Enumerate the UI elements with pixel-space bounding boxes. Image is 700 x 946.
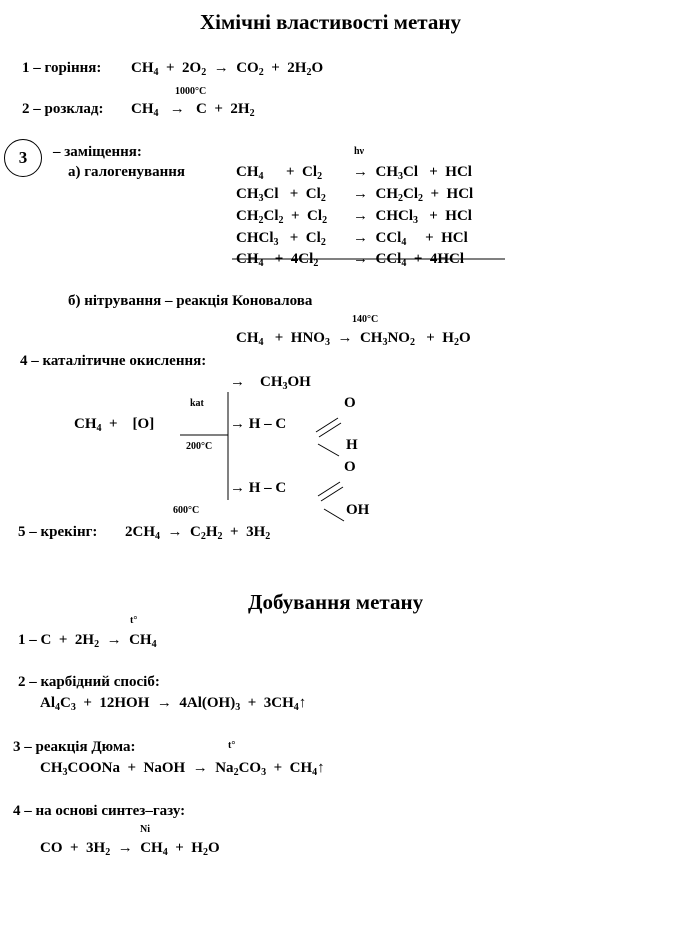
method-4-equation: CO + $3H_2 \to CH_4 + H_2O$	[40, 840, 220, 858]
cracking-equation: $2CH_4 \to C_2H_2 + 3H_2$	[125, 524, 271, 542]
preparation-title: Добування метану	[248, 590, 424, 614]
oxidation-label: 4 – каталітичне окислення:	[20, 353, 207, 369]
method-3-equation: $CH_3COONa$ + NaOH → $Na_2CO_3$ + $CH_4↑$	[40, 760, 325, 778]
oxidation-catalyst: kat	[190, 398, 204, 409]
substitution-label: – заміщення:	[53, 144, 142, 160]
oxidation-product-3: → H – C	[230, 480, 287, 496]
nitration-label-plain: б) нітрування –	[68, 293, 177, 309]
oxidation-temperature-2: 600°C	[173, 505, 200, 516]
halogenation-row-2-left: $CH_3Cl + Cl_2$	[236, 186, 326, 204]
halogenation-row-3-left: $CH_2Cl_2 + Cl_2$	[236, 208, 328, 226]
halogenation-summary-right: → CCl$_4$ + 4HCl	[353, 251, 465, 269]
method-1-equation: $1 - C + 2H_2 \to CH_4$	[18, 632, 157, 650]
decomposition-label: 2 – розклад:	[22, 101, 104, 117]
halogenation-row-1-left: $CH_4$ + $Cl_2$	[236, 164, 323, 182]
nitration-equation: $CH_4 + HNO_3 \to CH_3NO_2 + H_2O$	[236, 330, 471, 348]
aldehyde-double-bond-2	[319, 423, 341, 437]
combustion-equation: $CH_4 + 2O_2 \to CO_2 + 2H_2O$	[131, 60, 324, 78]
acid-double-bond-2	[321, 487, 343, 501]
halogenation-label: а) галогенування	[68, 164, 186, 180]
method-1-condition: t°	[130, 615, 138, 626]
method-3-label: 3 – реакція Дюма:	[13, 739, 136, 755]
aldehyde-double-bond-1	[316, 418, 338, 432]
halogenation-summary-left: $CH_4 + 4Cl_2$	[236, 251, 319, 269]
oxidation-temperature-1: 200°C	[186, 441, 213, 452]
halogenation-row-4-left: CHCl$_3$ + $Cl_2$	[236, 230, 326, 248]
oxidation-reactants: $CH_4$ + [O]	[74, 416, 155, 434]
halogenation-row-1-right: → $CH_3Cl$ + HCl	[353, 164, 472, 182]
oxidation-product-3-oxygen: O	[344, 459, 356, 475]
acid-oh-bond	[324, 509, 344, 521]
method-2-label: 2 – карбідний спосіб:	[18, 674, 160, 690]
decomposition-equation: $CH_4 \to C + 2H_2$	[131, 101, 255, 119]
oxidation-product-3-hydroxyl: OH	[346, 502, 370, 518]
substitution-condition: hν	[354, 146, 365, 157]
acid-double-bond-1	[318, 482, 340, 496]
halogenation-row-4-right: → CCl$_4$ + HCl	[353, 230, 468, 248]
nitration-condition: 140°C	[352, 314, 379, 325]
halogenation-row-3-right: → CHCl$_3$ + HCl	[353, 208, 472, 226]
method-4-label: 4 – на основі синтез–газу:	[13, 803, 186, 819]
aldehyde-h-bond	[318, 444, 339, 456]
method-3-condition: t°	[228, 740, 236, 751]
halogenation-row-2-right: → $CH_2Cl_2$ + HCl	[353, 186, 474, 204]
decomposition-condition: 1000°C	[175, 86, 207, 97]
method-2-equation: $Al_4C_3 + 12HOH \to 4Al(OH)_3$ + $3CH_4↑$	[40, 695, 307, 713]
oxidation-product-2-hydrogen: H	[346, 437, 358, 453]
cracking-label: 5 – крекінг:	[18, 524, 98, 540]
step-number: 3	[18, 148, 28, 167]
method-4-catalyst: Ni	[140, 824, 150, 835]
page-title: Хімічні властивості метану	[200, 10, 461, 34]
oxidation-product-2-oxygen: O	[344, 395, 356, 411]
oxidation-product-1: → $CH_3OH$	[230, 374, 311, 392]
oxidation-product-2: → H – C	[230, 416, 287, 432]
combustion-label: 1 – горіння:	[22, 60, 102, 76]
nitration-label-emph: реакція Коновалова	[176, 293, 313, 309]
